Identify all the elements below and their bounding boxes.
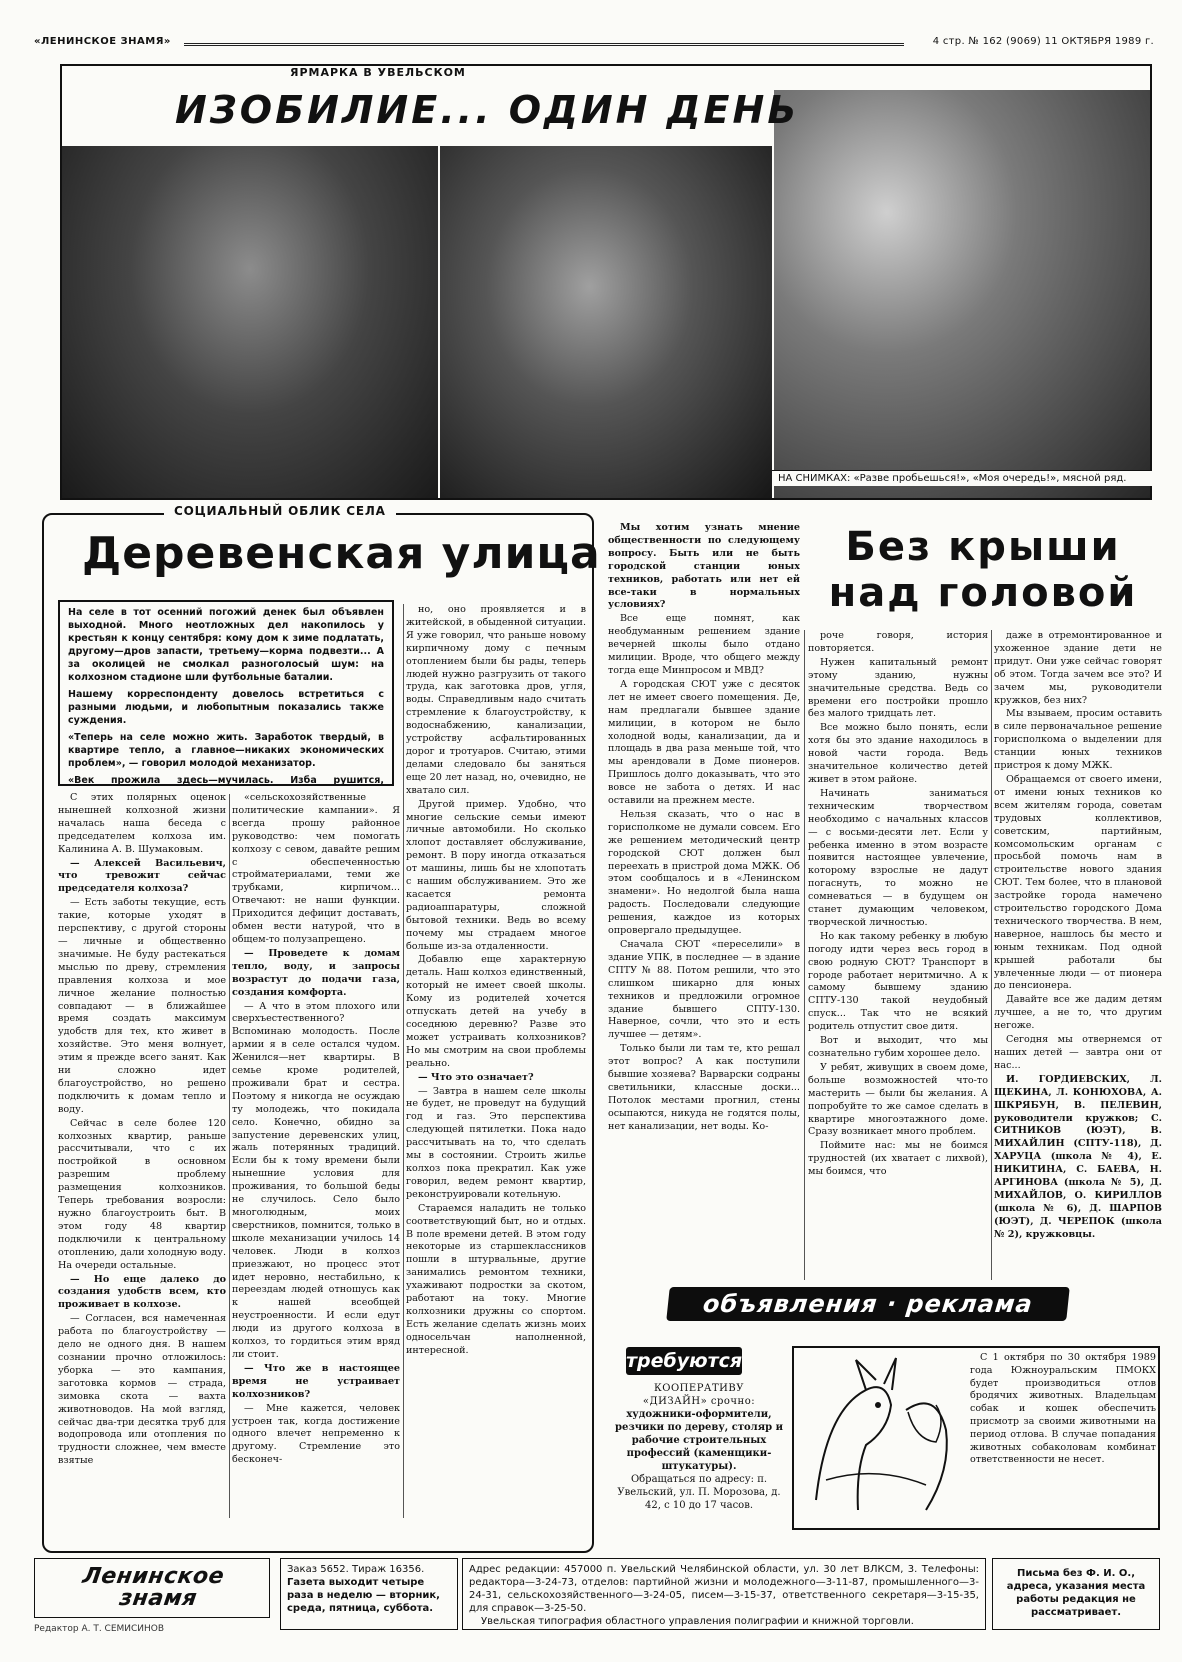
design-coop-ad <box>608 1382 790 1538</box>
paragraph: Мы взываем, просим оставить в силе первоначальное решение горисполкома о выделении для станции юных техников пристроя к дому МЖК. <box>994 708 1162 772</box>
paragraph: — Что же в настоящее время не устраивает колхозников? <box>232 1362 400 1400</box>
fair-photo-meat-row <box>774 90 1150 498</box>
masthead-rule <box>184 43 904 46</box>
photo-caption: НА СНИМКАХ: «Разве пробьешься!», «Моя очередь!», мясной ряд. <box>772 470 1152 486</box>
paragraph: Нужен капитальный ремонт этому зданию, нужны значительные средства. Ведь со времени его постройки прошло без малого тридцать лет. <box>808 656 988 720</box>
paragraph: но, оно проявляется и в житейской, в обыденной ситуации. Я уже говорил, что раньше новому кирпичному дому с печным отоплением были бы рады, теперь людей нужно разгрузить от такого труда, как заготовка дров, угля, воды. Справедливым надо считать стремление к благоустройству, к водоснабжению, канализации, устройству асфальтированных дорог и тротуаров. Считаю, этими делами следовало бы заняться еще 20 лет назад, но, очевидно, не хватало сил. <box>406 604 586 796</box>
paragraph: Но как такому ребенку в любую погоду идти через весь город в свою родную СЮТ? Транспорт в городе работает неритмично. А к самому бывшему зданию СПТУ-130 такой неудобный спуск... Так что не всякий родитель отпустит свое дитя. <box>808 930 988 1033</box>
paragraph: даже в отремонтированное и ухоженное здание дети не придут. Они уже сейчас говорят об этом. Тогда зачем все это? И зачем мы, руководители кружков, без них? <box>994 630 1162 706</box>
fair-photo-crowd <box>62 146 438 498</box>
paragraph: Стараемся наладить не только соответствующий быт, но и отдых. В поле времени детей. В этом году некоторые из старшеклассников пошли в штурвальные, другие занимались ремонтом техники, ухаживают подростки за скотом, работают на току. Многие колхозники дружны со спортом. Есть желание сделать жизнь моих односельчан наполненной, интересной. <box>406 1202 586 1356</box>
animal-control-ad <box>970 1352 1156 1524</box>
paragraph: Сначала СЮТ «переселили» в здание УПК, в последнее — в здание СПТУ № 88. Потом решили, что это слишком шикарно для юных техников и предложили огромное здание бывшего СПТУ-130. Наверное, сочли, что это и есть лучшее — детям». <box>608 939 800 1041</box>
roof-column-3 <box>994 630 1162 1282</box>
paragraph: Давайте все же дадим детям лучшее, а не то, что другим негоже. <box>994 994 1162 1032</box>
column-divider <box>229 794 230 1518</box>
paragraph: Добавлю еще характерную деталь. Наш колхоз единственный, который не имеет своей школы. Кому из родителей хочется отпускать детей на учебу в соседнюю деревню? Разве это может устраивать колхозников? Но мы смотрим на свои проблемы реально. <box>406 954 586 1069</box>
lead-paragraph: На селе в тот осенний погожий денек был объявлен выходной. Много неотложных дел накопилось у крестьян к концу сентября: кому дом к зиме подлатать, другому—дров запасти, третьему—корма подвезти... А за околицей не смолкал разноголосый шум: на колхозном стадионе шли футбольные баталии. <box>68 607 384 683</box>
paragraph: У ребят, живущих в своем доме, больше возможностей что-то мастерить — были бы желания. А попробуйте то же самое сделать в квартире многоэтажного доме. Сразу возникает много проблем. <box>808 1061 988 1138</box>
fair-headline: ИЗОБИЛИЕ... ОДИН ДЕНЬ <box>175 88 800 132</box>
paragraph: Другой пример. Удобно, что многие сельские семьи имеют личные автомобили. Но сколько хлопот доставляет обслуживание, ремонт. В пору иногда отказаться от машины, лишь бы не хлопотать с нашим обслуживанием. Это же касается ремонта радиоаппаратуры, сложной бытовой техники. Ведь во всему почему мы страдаем многое больше из-за отдаленности. <box>406 798 586 952</box>
printer-line: Увельская типография областного управления полиграфии и книжной торговли. <box>481 1616 914 1627</box>
logo-line: знамя <box>118 1586 199 1611</box>
dog-and-child-illustration <box>796 1350 966 1526</box>
editor-line: Редактор А. Т. СЕМИСИНОВ <box>34 1624 165 1634</box>
paragraph: Все можно было понять, если хотя бы это здание находилось в новой части города. Ведь значительное количество детей живет в этом районе. <box>808 722 988 785</box>
ads-banner: объявления · реклама <box>666 1287 1070 1321</box>
paragraph: роче говоря, история повторяется. <box>808 630 988 654</box>
newspaper-logo <box>34 1558 270 1618</box>
paragraph: Сегодня мы отвернемся от наших детей — завтра они от нас... <box>994 1034 1162 1071</box>
footer <box>34 1558 1160 1636</box>
wanted-tag: требуются <box>626 1347 742 1375</box>
paragraph: А городская СЮТ уже с десяток лет не имеет своего помещения. Де, нам предлагали бывшее здание милиции, в котором не было холодной воды, канализации, да и площадь в два раза меньше той, что мы арендовали в Доме пионеров. Пришлось долго доказывать, что это вовсе не забота о детях. И нас оставили на прежнем месте. <box>608 678 800 807</box>
village-column-2 <box>232 792 400 1520</box>
paragraph: Сейчас в селе более 120 колхозных квартир, раньше рассчитывали, что с их постройкой в основном разрешим проблему размещения колхозников. Теперь требования возросли: нужно благоустроить быт. В этом году 48 квартир подключили к центральному отоплению, дали холодную воду. На очереди остальные. <box>58 1117 226 1271</box>
paragraph: — Но еще далеко до создания удобств всем, кто проживает в колхозе. <box>58 1273 226 1311</box>
issue-line: 4 стр. № 162 (9069) 11 ОКТЯБРЯ 1989 г. <box>932 36 1154 47</box>
paragraph: Начинать заниматься техническим творчеством необходимо с начальных классов — с восьми-десяти лет. Если у ребенка именно в этом возрасте появится настоящее увлечение, которому взрослые не дадут погаснуть, то можно не сомневаться — в будущем он станет думающим человеком, творческой личностью. <box>808 787 988 928</box>
order-box <box>280 1558 458 1630</box>
paragraph: — Проведете к домам тепло, воду, и запросы возрастут до подачи газа, создания комфорта. <box>232 947 400 998</box>
village-column-3 <box>406 604 586 1520</box>
paragraph: Только были ли там те, кто решал этот вопрос? А как поступили бывшие хозяева? Варварски содраны светильники, классные доски... Потолок местами прогнил, стены осыпаются, никуда не годятся полы, нет канализации, нет воды. Ко- <box>608 1043 800 1132</box>
ad-line: Обращаться по адресу: п. Увельский, ул. П. Морозова, д. 42, с 10 до 17 часов. <box>617 1474 781 1511</box>
paragraph: Поймите нас: мы не боимся трудностей (их хватает с лихвой), мы боимся, что <box>808 1140 988 1178</box>
ad-line: КООПЕРАТИВУ <box>654 1383 744 1394</box>
paragraph: Вот и выходит, что мы сознательно губим хорошее дело. <box>808 1035 988 1059</box>
paragraph: С этих полярных оценок нынешней колхозной жизни началась наша беседа с председателем колхоза им. Калинина А. В. Шумаковым. <box>58 792 226 855</box>
village-rubric: СОЦИАЛЬНЫЙ ОБЛИК СЕЛА <box>164 504 396 518</box>
paragraph: — Что это означает? <box>418 1071 534 1083</box>
masthead <box>34 36 1154 52</box>
paragraph: — А что в этом плохого или сверхъестественного? Вспоминаю молодость. После армии я в селе остался чудом. Женился—нет квартиры. В семье кроме родителей, проживали брат и сестра. Поэтому я никогда не осуждаю ту молодежь, что покидала село. Конечно, обидно за запустение деревенских улиц, жаль потерянных традиций. Если бы к тому времени были нынешние условия для проживания, то большой беды не случилось. Село было многолюдным, моих сверстников, помнится, только в школе механизации училось 14 человек. Люди в колхоз приезжают, но процесс этот идет неровно, нестабильно, к переездам людей отношусь как к нашей всеобщей неустроенности. И если едут люди из другого колхоза в колхоз, то гордиться этим вряд ли стоит. <box>232 1000 400 1360</box>
newspaper-name: «ЛЕНИНСКОЕ ЗНАМЯ» <box>34 36 171 47</box>
roof-column-1 <box>608 522 800 1282</box>
village-lead <box>58 600 394 786</box>
paragraph: Мы хотим узнать мнение общественности по следующему вопросу. Быть или не быть городской станции юных техников, работать или нет ей все-таки в нормальных условиях? <box>608 522 800 611</box>
roof-headline: Без крыши над головой <box>828 524 1138 616</box>
paragraph: Обращаемся от своего имени, от имени юных техников ко всем жителям города, советам трудовых коллективов, советским, партийным, комсомольским органам с просьбой помочь нам в строительстве нового здания СЮТ. Тем более, что в плановой застройке города намечено строительство городского Дома технического творчества. В нем, наверное, нашлось бы место и юным техникам. Под одной крышей работали бы увлеченные люди — от пионера до пенсионера. <box>994 773 1162 992</box>
village-column-1 <box>58 792 226 1520</box>
column-divider <box>403 604 404 1518</box>
paragraph: — Мне кажется, человек устроен так, когда достижение одного влечет непременно к другому. Стремление это бесконеч- <box>232 1402 400 1466</box>
paragraph: Нельзя сказать, что о нас в горисполкоме не думали совсем. Его же решением методический центр городской СЮТ должен был переехать в пристрой дома МЖК. Об этом сообщалось и в «Ленинском знамени». Но недолгой была наша радость. Последовали следующие решения, каждое из которых опровергало предыдущее. <box>608 808 800 937</box>
paragraph: — Есть заботы текущие, есть такие, которые уходят в перспективу, с другой стороны — личные и общественно значимые. Не буду растекаться мыслью по древу, стремления правления колхоза и мое личное желание полностью совпадают — в ближайшее время создать максимум удобств для тех, кто живет в хозяйстве. Это меня волнует, этим я прежде всего занят. Как ни сложно идет благоустройство, но решено подключить к домам тепло и воду. <box>58 897 226 1115</box>
paragraph: Все еще помнят, как необдуманным решением здание вечерней школы было отдано милиции. Вроде, что общего между тогда еще Минпросом и МВД? <box>608 613 800 676</box>
ad-line: художники-оформители, резчики по дереву, столяр и рабочие строительных профессий (каменщики-штукатуры). <box>614 1409 784 1472</box>
column-divider <box>991 630 992 1280</box>
paragraph: «сельскохозяйственные политические кампании». Я всегда прошу районное руководство: чем помогать колхозу с севом, давайте решим с обеспеченностью стройматериалами, теми же трубками, кирпичом... Отвечают: не наши функции. Приходится дефицит доставать, обмен вести натурой, что в общем-то полузапрещено. <box>232 792 400 945</box>
paragraph: — Завтра в нашем селе школы не будет, не проведут на будущий год и газ. Это перспектива следующей пятилетки. Пока надо рассчитывать на то, что сделать мы в состоянии. Строить жилье колхоз пока прекратил. Как уже говорил, ведем ремонт квартир, реконструировали котельную. <box>406 1085 586 1200</box>
paragraph: — Алексей Васильевич, что тревожит сейчас председателя колхоза? <box>58 857 226 895</box>
ad-line: «ДИЗАЙН» срочно: <box>642 1396 756 1407</box>
logo-line: Ленинское <box>81 1564 227 1589</box>
lead-paragraph: Нашему корреспонденту довелось встретиться с разными людьми, и любопытным показались также суждения. <box>68 689 384 726</box>
address-box <box>462 1558 986 1630</box>
fair-photo-queue <box>440 146 772 498</box>
ad-paragraph: С 1 октября по 30 октября 1989 года Южноуральским ПМОКХ будет производиться отлов бродячих животных. Владельцам собак и кошек обеспечить присмотр за своими животными на период отлова. В случае попадания животных собаколовам комбинат ответственности не несет. <box>970 1352 1156 1466</box>
lead-paragraph: «Век прожила здесь—мучилась. Изба рушится, <box>68 775 384 786</box>
village-headline: Деревенская улица <box>82 528 601 579</box>
fair-rubric: ЯРМАРКА В УВЕЛЬСКОМ <box>280 66 476 79</box>
column-divider <box>804 630 805 1280</box>
order-line: Заказ 5652. Тираж 16356. <box>287 1564 425 1575</box>
lead-paragraph: «Теперь на селе можно жить. Заработок твердый, в квартире тепло, а главное—никаких экономических проблем», — говорил молодой механизатор. <box>68 732 384 769</box>
roof-column-2 <box>808 630 988 1282</box>
paragraph: — Согласен, вся намеченная работа по благоустройству — дело не одного дня. В нашем сознании прочно отложилось: уборка — это кампания, заготовка кормов — страда, зимовка скота — вахта животноводов. На мой взгляд, сейчас два-три десятка труб для водопровода или отопления по трудности сложнее, чем вместе взятые <box>58 1313 226 1467</box>
signatories: И. ГОРДИЕВСКИХ, Л. ЩЕКИНА, Л. КОНЮХОВА, А. ШКРЯБУН, В. ПЕЛЕВИН, руководители кружков; С. СИТНИКОВ (ЮЭТ), В. МИХАЙЛИН (СПТУ-118), Д. ХАРУЦА (школа № 4), Е. НИКИТИНА, С. БАЕВА, Н. АРГИНОВА (школа № 5), Д. МИХАЙЛОВ, О. КИРИЛЛОВ (школа № 6), Д. ШАРПОВ (ЮЭТ), Д. ЧЕРЕПОК (школа № 2), кружковцы. <box>994 1073 1162 1240</box>
address-text: Адрес редакции: 457000 п. Увельский Челябинской области, ул. 30 лет ВЛКСМ, 3. Телефоны: редактора—3-24-73, отделов: партийной жизни и молодежного—3-11-87, промышленного—3-24-31, сельскохозяйственного—3-24-05, писем—3-15-37, ответственного секретаря—3-15-35, для справок—3-25-50. <box>469 1564 979 1614</box>
schedule-line: Газета выходит четыре раза в неделю — вторник, среда, пятница, суббота. <box>287 1577 440 1614</box>
letters-notice: Письма без Ф. И. О., адреса, указания места работы редакция не рассматривает. <box>992 1558 1160 1630</box>
